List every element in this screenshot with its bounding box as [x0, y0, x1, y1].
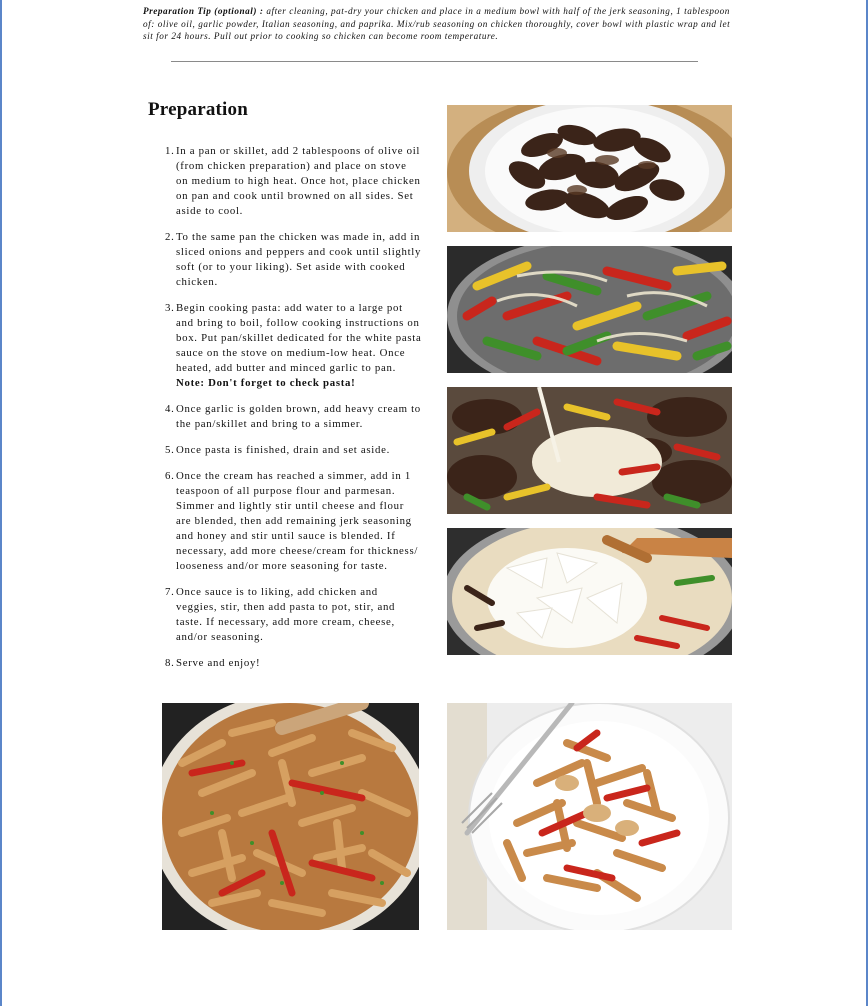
peppers-onions-photo [447, 246, 732, 373]
step-text: To the same pan the chicken was made in, add in sliced onions and peppers and cook until slightly soft (or to your liking). Set aside with cooked chicken. [176, 231, 422, 288]
step-number: 2. [165, 231, 175, 243]
page-border-left [0, 0, 2, 1006]
step-item [162, 443, 422, 458]
cooked-chicken-photo [447, 105, 732, 232]
step-item [162, 656, 422, 671]
tip-label: Preparation Tip (optional) : [143, 6, 264, 16]
section-heading: Preparation [148, 99, 249, 120]
step-text: Serve and enjoy! [176, 657, 261, 669]
step-text: Once garlic is golden brown, add heavy cream to the pan/skillet and bring to a simmer. [176, 403, 421, 430]
step-text: Once pasta is finished, drain and set aside. [176, 444, 390, 456]
step-number: 4. [165, 403, 175, 415]
step-text: Begin cooking pasta: add water to a large pot and bring to boil, follow cooking instructions on box. Put pan/skillet dedicated for the white pasta sauce on the stove on medium-low heat. Once heated, add butter and minced garlic to pan. [176, 302, 422, 374]
step-item [162, 585, 422, 645]
step-item [162, 469, 422, 574]
step-number: 5. [165, 444, 175, 456]
step-text: In a pan or skillet, add 2 tablespoons of olive oil (from chicken preparation) and place on stove on medium to high heat. Once hot, place chicken on pan and cook until browned on all sides. Set aside to cool. [176, 145, 421, 217]
step-item [162, 301, 422, 391]
cream-pour-photo [447, 387, 732, 514]
step-number: 7. [165, 586, 175, 598]
step-number: 3. [165, 302, 175, 314]
step-number: 6. [165, 470, 175, 482]
steps-list [162, 144, 422, 682]
step-item [162, 402, 422, 432]
step-number: 1. [165, 145, 175, 157]
step-number: 8. [165, 657, 175, 669]
pasta-pot-photo [162, 703, 419, 930]
parmesan-sauce-photo [447, 528, 732, 655]
step-text: Once the cream has reached a simmer, add in 1 teaspoon of all purpose flour and parmesan. Simmer and lightly stir until cheese and flour are blended, then add remaining jerk seasoning and honey and stir until sauce is blended. If necessary, add more cheese/cream for thickness/ looseness and/or more seasoning for taste. [176, 470, 419, 572]
preparation-tip [143, 5, 733, 43]
plated-pasta-photo [447, 703, 732, 930]
step-text: Once sauce is to liking, add chicken and veggies, stir, then add pasta to pot, stir, and taste. If necessary, add more cream, cheese, and/or seasoning. [176, 586, 396, 643]
step-item [162, 230, 422, 290]
step-note: Note: Don't forget to check pasta! [176, 377, 356, 389]
tip-text: after cleaning, pat-dry your chicken and place in a medium bowl with half of the jerk seasoning, 1 tablespoon of: olive oil, garlic powder, Italian seasoning, and paprika. Mix/rub seasoning on chicken thoroughly, cover bowl with plastic wrap and let sit for 24 hours. Pull out prior to cooking so chicken can become room temperature. [143, 6, 731, 42]
section-divider [171, 61, 698, 62]
step-item [162, 144, 422, 219]
